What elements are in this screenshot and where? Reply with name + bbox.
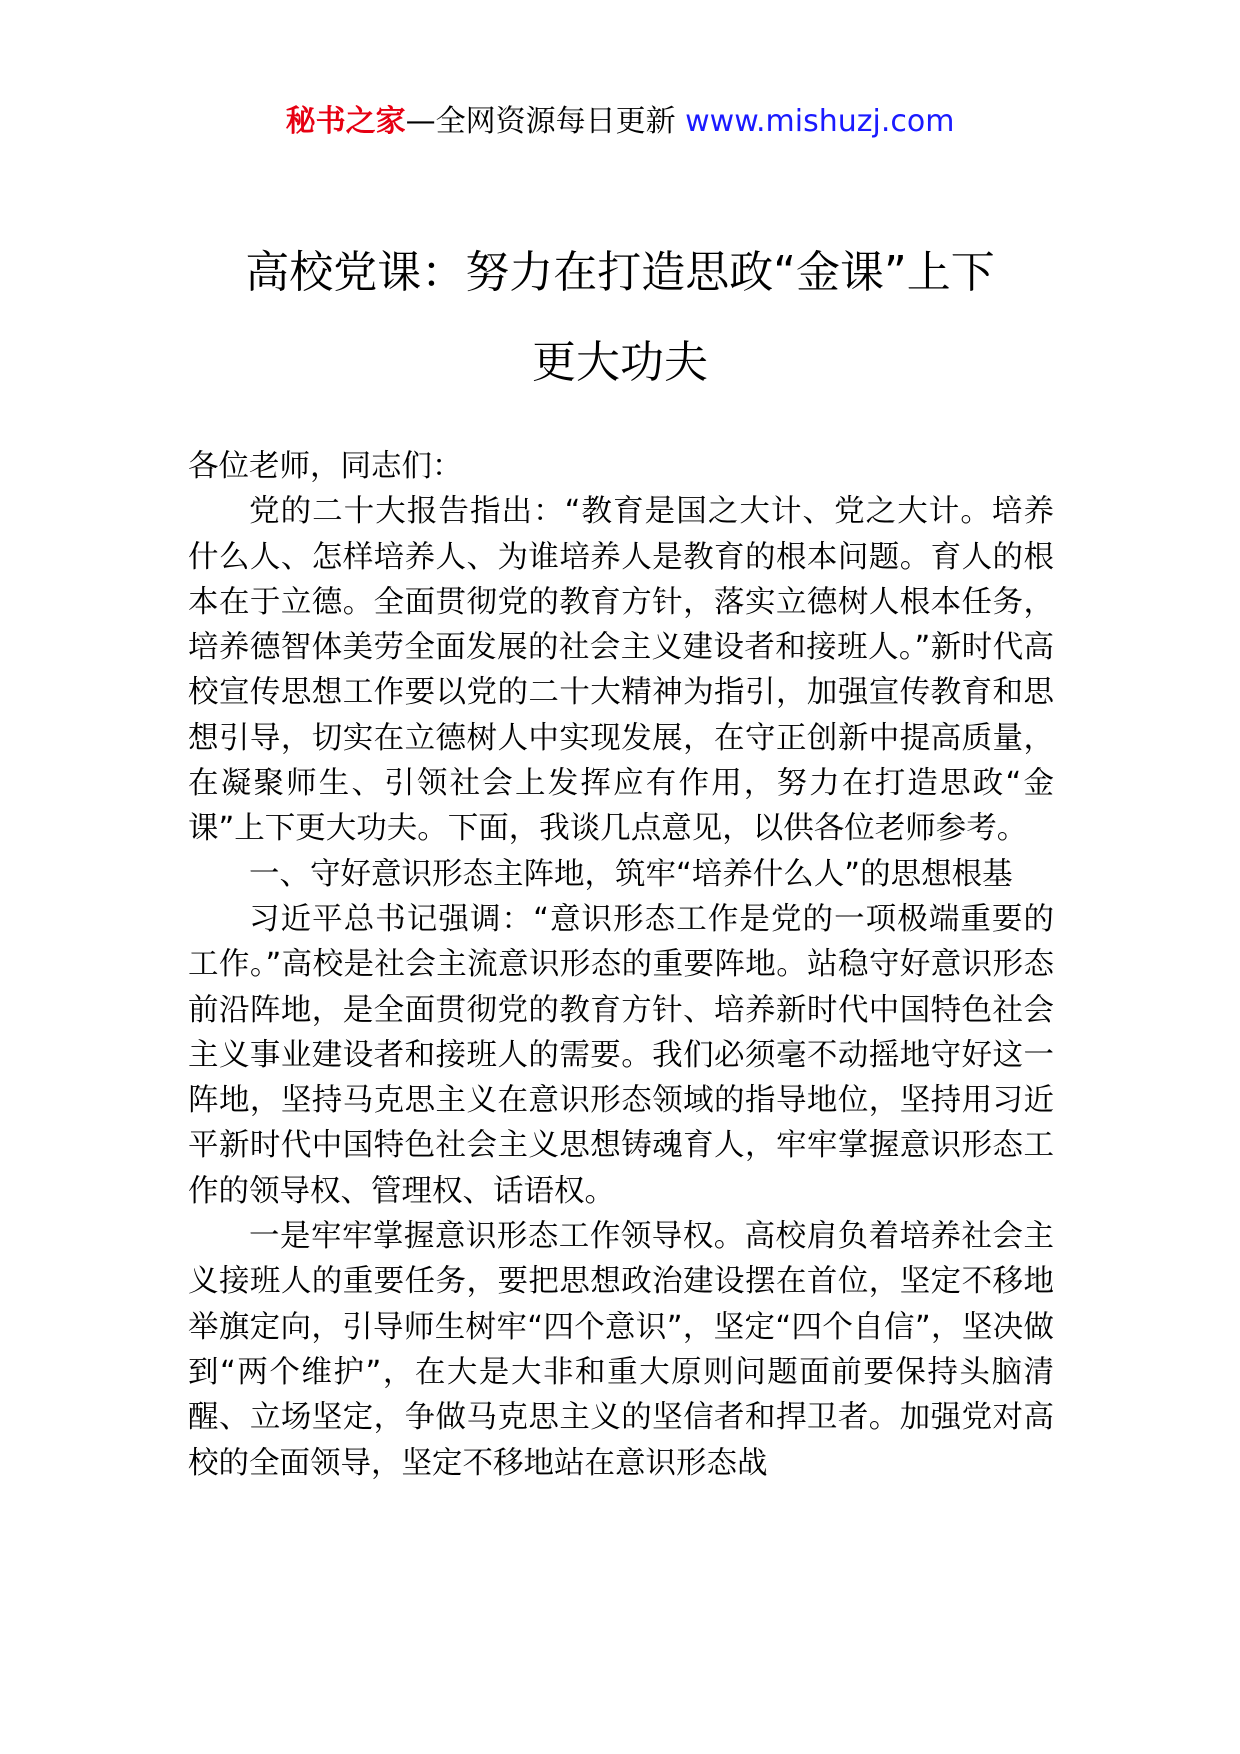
document-body	[188, 444, 1054, 1486]
body-paragraph: 一是牢牢掌握意识形态工作领导权。高校肩负着培养社会主义接班人的重要任务，要把思想政治建设摆在首位，坚定不移地举旗定向，引导师生树牢“四个意识”，坚定“四个自信”，坚决做到“两个维护”，在大是大非和重大原则问题面前要保持头脑清醒、立场坚定，争做马克思主义的坚信者和捍卫者。加强党对高校的全面领导，坚定不移地站在意识形态战	[188, 1219, 1054, 1481]
site-brand: 秘书之家	[285, 104, 406, 139]
body-paragraph: 习近平总书记强调：“意识形态工作是党的一项极端重要的工作。”高校是社会主流意识形态的重要阵地。站稳守好意识形态前沿阵地，是全面贯彻党的教育方针、培养新时代中国特色社会主义事业建设者和接班人的需要。我们必须毫不动摇地守好这一阵地，坚持马克思主义在意识形态领域的指导地位，坚持用习近平新时代中国特色社会主义思想铸魂育人，牢牢掌握意识形态工作的领导权、管理权、话语权。	[188, 901, 1054, 1209]
body-paragraph: 党的二十大报告指出：“教育是国之大计、党之大计。培养什么人、怎样培养人、为谁培养人是教育的根本问题。育人的根本在于立德。全面贯彻党的教育方针，落实立德树人根本任务，培养德智体美劳全面发展的社会主义建设者和接班人。”新时代高校宣传思想工作要以党的二十大精神为指引，加强宣传教育和思想引导，切实在立德树人中实现发展，在守正创新中提高质量，在凝聚师生、引领社会上发挥应有作用，努力在打造思政“金课”上下更大功夫。下面，我谈几点意见，以供各位老师参考。	[188, 494, 1054, 847]
title-line-1: 高校党课：努力在打造思政“金课”上下	[245, 247, 995, 298]
document-title	[170, 228, 1070, 408]
section-heading: 一、守好意识形态主阵地，筑牢“培养什么人”的思想根基	[249, 856, 1013, 892]
site-tagline: —全网资源每日更新	[405, 104, 686, 139]
salutation: 各位老师，同志们：	[188, 449, 463, 484]
site-url-link[interactable]: www.mishuzj.com	[685, 104, 955, 139]
title-line-2: 更大功夫	[532, 337, 708, 388]
site-header	[0, 100, 1240, 144]
